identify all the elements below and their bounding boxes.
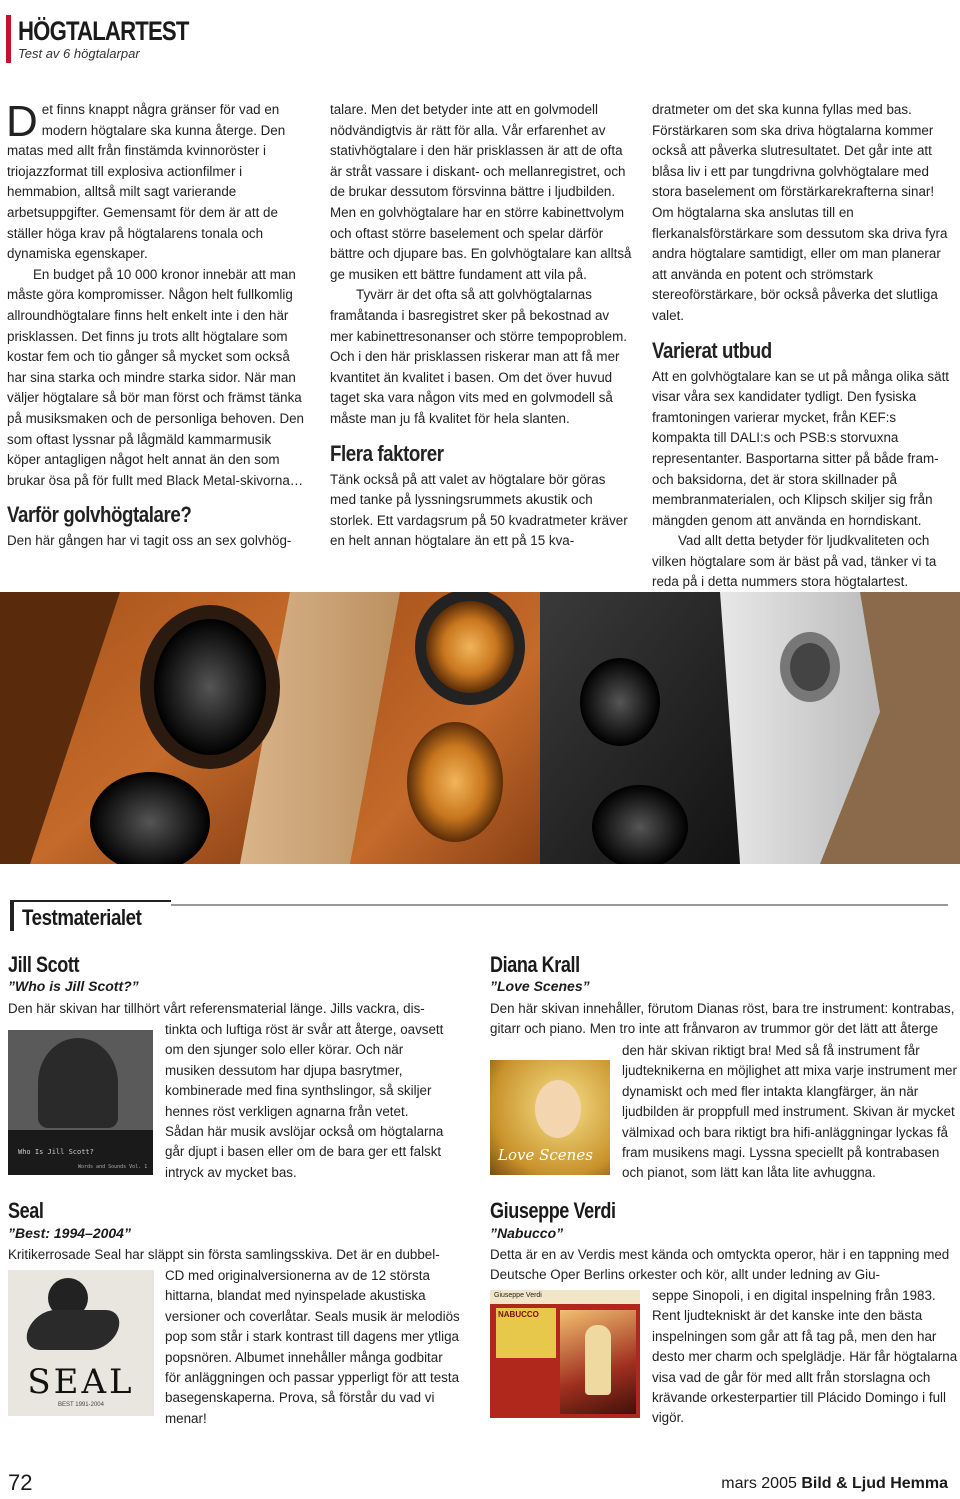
album-text: Den här skivan innehåller, förutom Dianas röst, bara tre instrument: kontrabas, gitarr och piano. Men tro inte att frånvaron av trummor gör det lätt att återge [490, 1001, 955, 1037]
body-paragraph: En budget på 10 000 kronor innebär att man måste göra kompromisser. Någon helt fullkomlig allroundhögtalare finns helt enkelt inte i den här prisklassen. Det finns ju trots allt högtalare som kostar fem och tio gånger så mycket som också har sina starka och mindre starka sidor. När man väljer högtalare så bör man först och främst tänka på musiksmaken och de personliga behoven. Den som oftast lyssnar på lågmäld kammarmusik köper antagligen något helt annat än den som brukar ösa på för fullt med Black Metal-skivorna… [7, 266, 305, 488]
section-title: HÖGTALARTEST [18, 16, 189, 46]
album-text: Den här skivan har tillhört vårt referensmaterial länge. Jills vackra, dis- [8, 1001, 425, 1016]
subheading-why-floorstanders: Varför golvhögtalare? [7, 502, 192, 528]
album-cover-verdi-nabucco: Giuseppe Verdi NABUCCO [490, 1290, 640, 1418]
body-paragraph: Den här gången har vi tagit oss an sex golvhög- [7, 533, 292, 549]
album-artist: Giuseppe Verdi [490, 1198, 616, 1223]
article-column-2 [330, 100, 632, 552]
album-cover-jill-scott: Who Is Jill Scott? Words and Sounds Vol. 1 [8, 1030, 153, 1175]
album-cover-seal: SEAL BEST 1991-2004 [8, 1270, 154, 1416]
album-title: ”Who is Jill Scott?” [8, 978, 139, 994]
subheading-more-factors: Flera faktorer [330, 440, 444, 466]
header-accent-bar [6, 15, 11, 63]
footer-issue: mars 2005 Bild & Ljud Hemma [721, 1475, 948, 1492]
page-number: 72 [8, 1470, 33, 1495]
album-title: ”Love Scenes” [490, 978, 590, 994]
article-column-3 [652, 100, 954, 593]
intro-paragraph: Det finns knappt några gränser för vad en modern högtalare ska kunna återge. Den matas med allt från finstämda kvinnoröster i triojazzformat till explosiva actionfilmer i hemmabion, alltså milt sagt varierande arbetsuppgifter. Gemensamt för dem är att de ställer höga krav på högtalarens tonala och dynamiska egenskaper. [6, 97, 286, 262]
album-artist: Seal [8, 1198, 44, 1223]
speakers-photo [0, 592, 960, 864]
album-text: tinkta och luftiga röst är svår att återge, oavsett om den sjunger solo eller körar. Och när musiken dessutom har djupa basrytmer, kombinerade med fina synthslingor, så skiljer hennes röst verkligen agnarna från vetet. Sådan här musik avslöjar också om högtalarna går djupt i basen eller om de bara ger ett falskt intryck av mycket bas. [165, 1022, 444, 1180]
testmaterial-heading: Testmaterialet [10, 900, 171, 931]
body-paragraph: Tänk också på att valet av högtalare bör göras med tanke på lyssningsrummets akustik och storlek. Ett vardagsrum på 50 kvadratmeter kräver en helt annan högtalare än ett på 15 kva- [330, 471, 628, 549]
article-column-1 [6, 97, 307, 552]
album-artist: Diana Krall [490, 952, 580, 977]
magazine-name: Bild & Ljud Hemma [801, 1475, 948, 1492]
album-text: seppe Sinopoli, i en digital inspelning från 1983. Rent ljudtekniskt är det kanske inte den bästa inspelningen som går att få tag på, men den har desto mer charm och spelglädje. Här får högtalarna visa vad de går för med allt från storslagna och krävande orkesterpartier till Plácido Domingo i full vigör. [652, 1288, 958, 1426]
body-paragraph: Tyvärr är det ofta så att golvhögtalarnas framåtanda i basregistret sker på bekostnad av mer kabinettresonanser och större tempoproblem. Och i den här prisklassen riskerar man att få mer kvantitet än kvalitet i basen. Om det över huvud taget ska vara någon vits med en golvmodell så måste man ju få kvalitet för hela slanten. [330, 287, 627, 426]
album-text: Kritikerrosade Seal har släppt sin första samlingsskiva. Det är en dubbel- [8, 1247, 440, 1262]
section-subtitle: Test av 6 högtalarpar [18, 46, 140, 61]
album-title: ”Nabucco” [490, 1225, 564, 1241]
album-cover-diana-krall: Love Scenes [490, 1060, 610, 1175]
body-paragraph: Vad allt detta betyder för ljudkvaliteten och vilken högtalare som är bäst på vad, tänker vi ta reda på i detta nummers stora högtalartest. [652, 533, 937, 590]
album-text: den här skivan riktigt bra! Med så få instrument får ljudteknikerna en möjlighet att mixa varje instrument mer dynamiskt och med fler intakta klangfärger, än när ljudbilden är proppfull med instrument. Skivan är mycket välmixad och bara riktigt bra hifi-anläggningar lyckas få fram musikens magi. Lyssna speciellt på kontrabasen och pianot, som lätt kan låta lite avhuggna. [622, 1043, 957, 1181]
drop-cap: D [6, 97, 38, 146]
album-text: CD med originalversionerna av de 12 största hittarna, blandat med nyinspelade akustiska versioner och coverlåtar. Seals musik är melodiös pop som står i stark kontrast till dagens mer ytliga popsnören. Albumet innehåller många godbitar för anläggningen och passar ypperligt för att testa basegenskaperna. Prova, så förstår du vad vi menar! [165, 1268, 460, 1426]
album-text: Detta är en av Verdis mest kända och omtyckta operor, här i en tappning med Deutsche Oper Berlins orkester och kör, allt under ledning av Giu- [490, 1247, 950, 1283]
album-artist: Jill Scott [8, 952, 80, 977]
album-title: ”Best: 1994–2004” [8, 1225, 131, 1241]
body-paragraph: Att en golvhögtalare kan se ut på många olika sätt visar våra sex kandidater tydligt. Den fysiska framtoningen varierar mycket, från KEF:s kompakta till DALI:s och PSB:s storvuxna representanter. Basportarna sitter på både fram- och baksidorna, det är stora skillnader på membranmaterialen, och Klipsch skiljer sig från mängden genom att använda en horndiskant. [652, 368, 950, 528]
body-paragraph: talare. Men det betyder inte att en golvmodell nödvändigtvis är rätt för alla. Vår erfarenhet av stativhögtalare i den här prisklassen är att de ofta är stråt vassare i diskant- och mellanregistret, och de brukar dessutom försvinna bättre i ljudbilden. Men en golvhögtalare har en större kabinettvolym och oftast större baselement och spelar därför bättre och djupare bas. En golvhögtalare kan alltså ge musiken ett bättre fundament att vila på. [330, 102, 632, 282]
subheading-varied-offering: Varierat utbud [652, 337, 772, 363]
body-paragraph: dratmeter om det ska kunna fyllas med bas. Förstärkaren som ska driva högtalarna kommer också att påverka slutresultatet. Det går inte att blåsa liv i ett par tungdrivna golvhögtalare med stora baselement om förstärkarekrafterna sinar! Om högtalarna ska anslutas till en flerkanalsförstärkare som dessutom ska driva fyra andra högtalare samtidigt, eller om man planerar att använda en potent och strömstark stereoförstärkare, bör också påverka det slutliga valet. [652, 102, 948, 323]
